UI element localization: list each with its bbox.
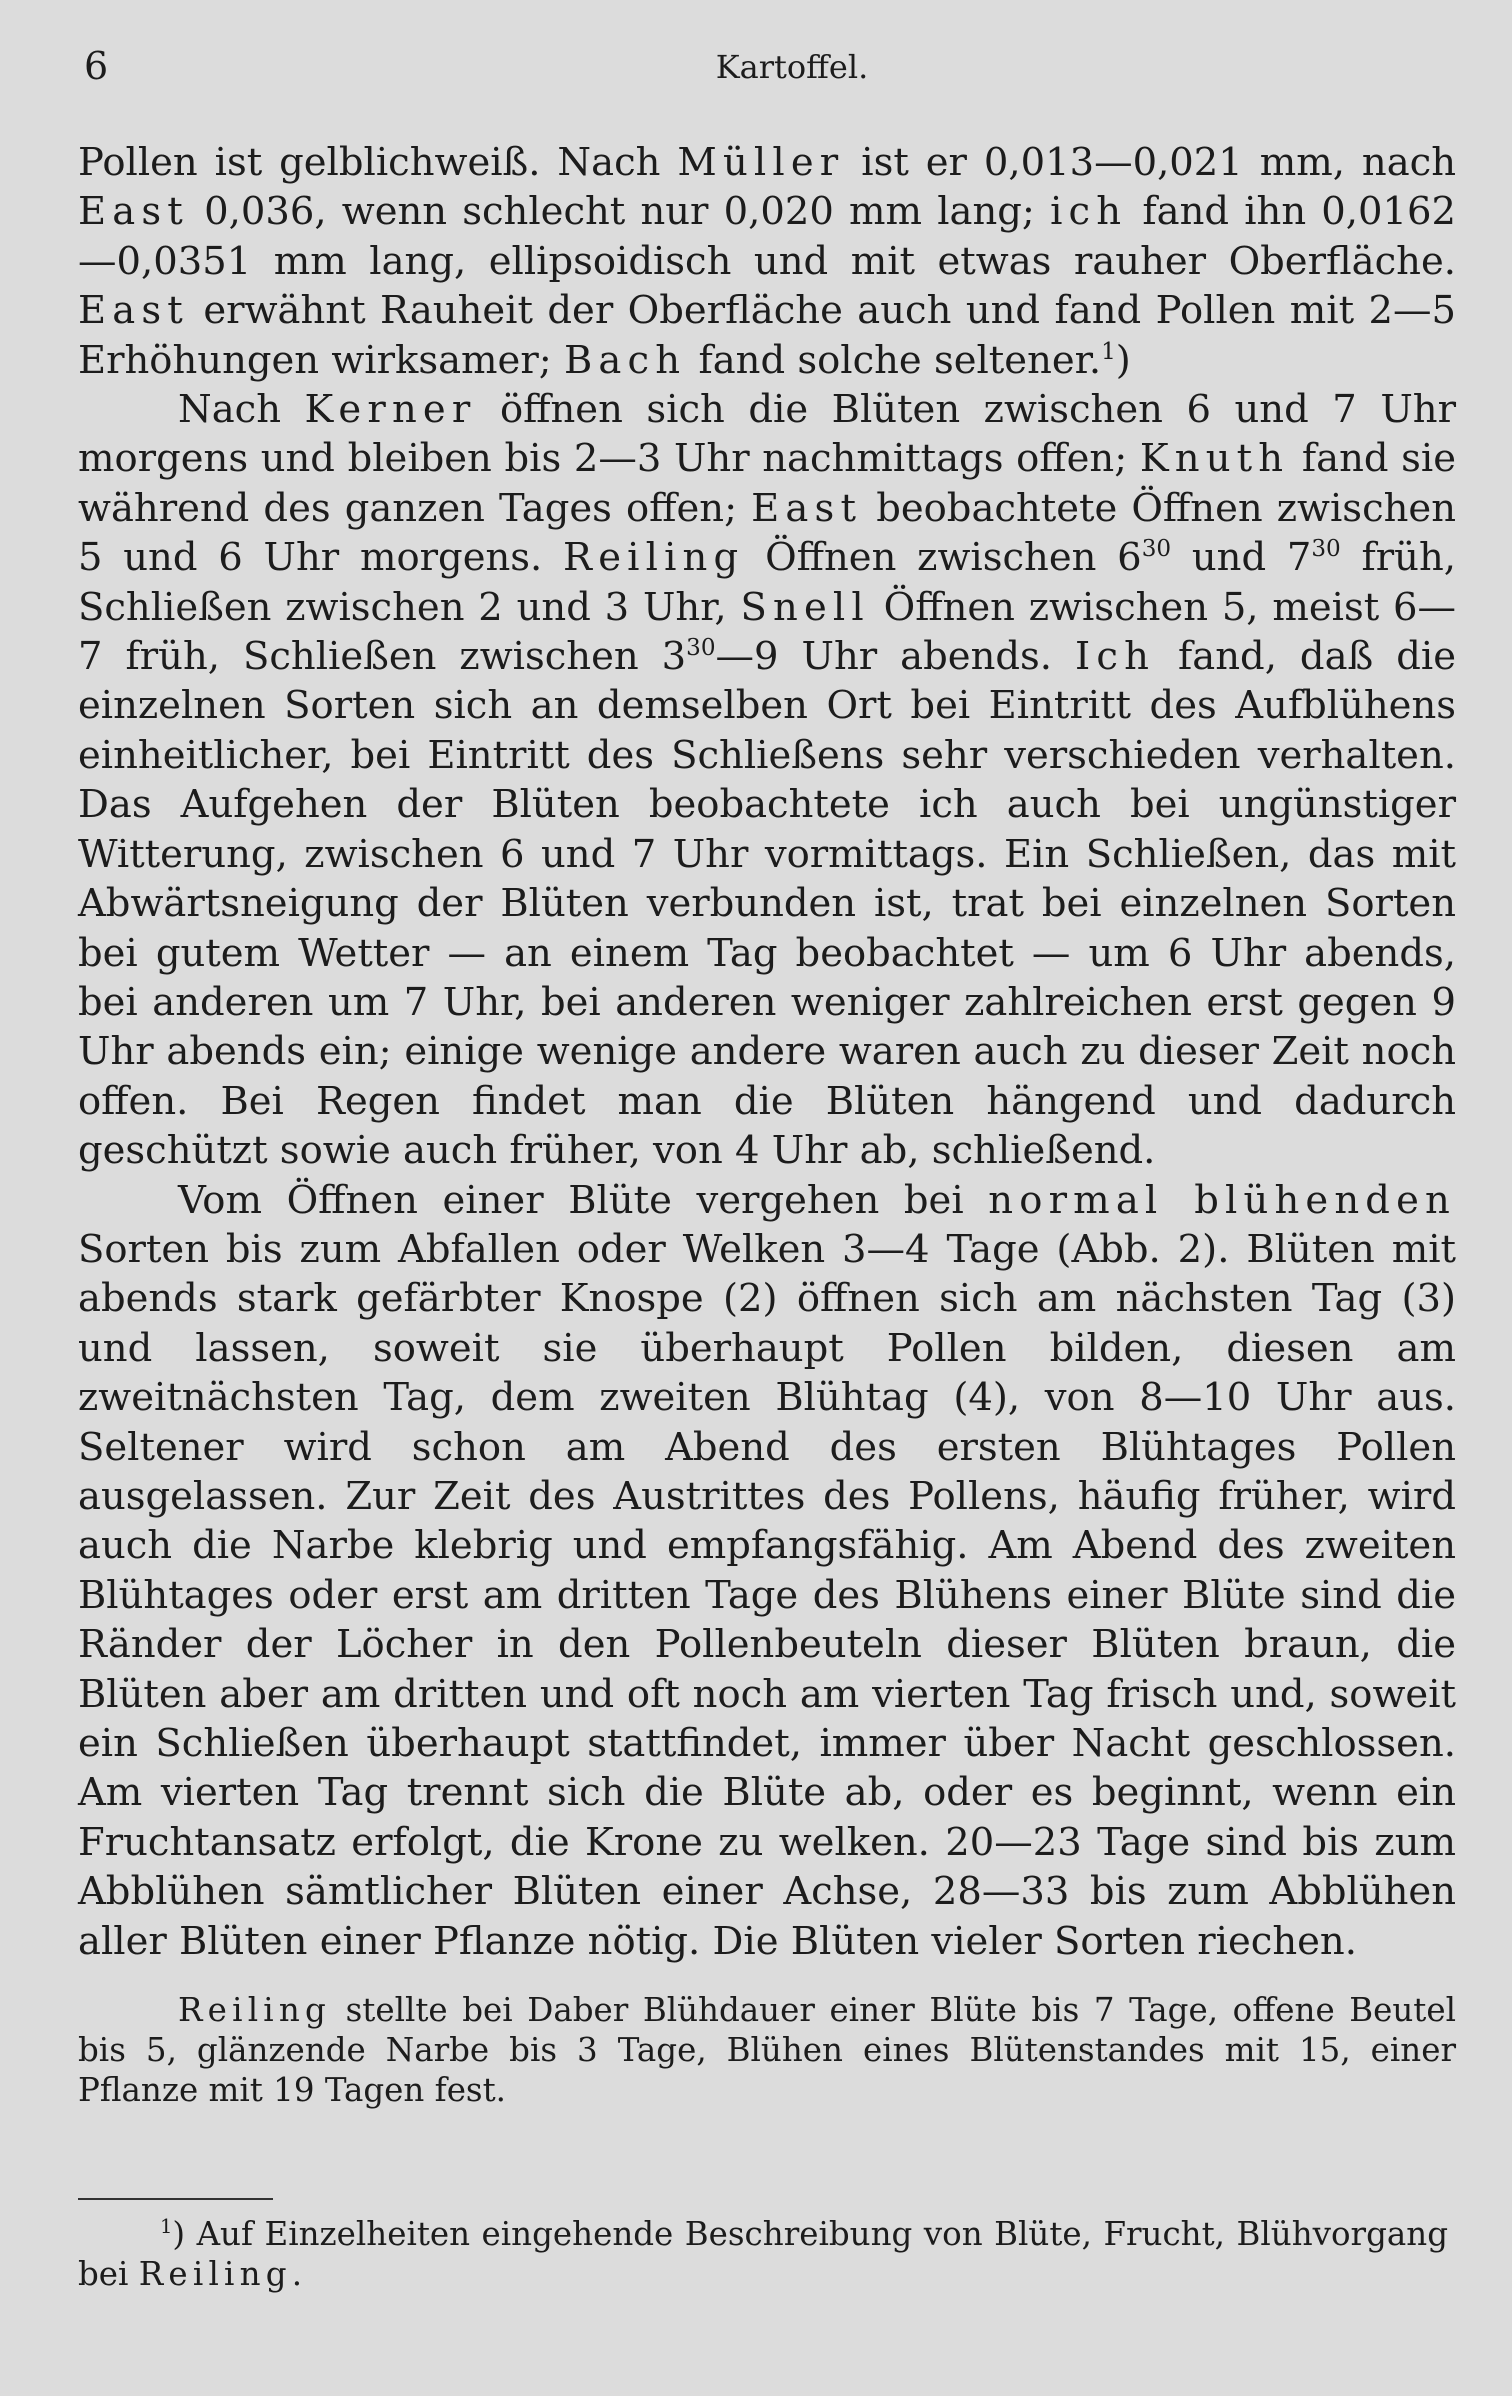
author-name: East <box>78 189 189 235</box>
emphasis: Ich <box>1075 634 1156 680</box>
body-text <box>78 138 1456 2110</box>
footnote-number: 1 <box>160 2215 173 2239</box>
emphasis: ich <box>1050 189 1128 235</box>
author-name: East <box>78 288 189 334</box>
author-name: Reiling <box>563 535 745 581</box>
paragraph-reiling-note: Reiling stellte bei Daber Blühdauer einer Blüte bis 7 Tage, offene Beutel bis 5, glänzende Narbe bis 3 Tage, Blühen eines Blütenstandes mit 15, einer Pflanze mit 19 Tagen fest. <box>78 1991 1456 2110</box>
author-name: Kerner <box>304 387 477 433</box>
author-name: Snell <box>740 584 870 630</box>
superscript-minutes: 30 <box>1311 536 1341 563</box>
author-name: Knuth <box>1139 436 1290 482</box>
emphasis: normal blühenden <box>988 1177 1456 1223</box>
author-name: East <box>751 485 863 531</box>
author-name: Bach <box>563 337 687 383</box>
author-name: Reiling <box>138 2255 292 2293</box>
paragraph-flowering-duration: Vom Öffnen einer Blüte vergehen bei normal blühenden Sorten bis zum Abfallen oder Welken 3—4 Tage (Abb. 2). Blüten mit abends stark gefärbter Knospe (2) öffnen sich am nächsten Tag (3) und lassen, soweit sie überhaupt Pollen bilden, diesen am zweitnächsten Tag, dem zweiten Blühtag (4), von 8—10 Uhr aus. Seltener wird schon am Abend des ersten Blühtages Pollen ausgelassen. Zur Zeit des Austrittes des Pollens, häufig früher, wird auch die Narbe klebrig und empfangsfähig. Am Abend des zweiten Blühtages oder erst am dritten Tage des Blühens einer Blüte sind die Ränder der Löcher in den Pollenbeuteln dieser Blüten braun, die Blüten aber am dritten und oft noch am vierten Tag frisch und, soweit ein Schließen überhaupt stattfindet, immer über Nacht geschlossen. Am vierten Tag trennt sich die Blüte ab, oder es beginnt, wenn ein Fruchtansatz erfolgt, die Krone zu welken. 20—23 Tage sind bis zum Abblühen sämtlicher Blüten einer Achse, 28—33 bis zum Abblühen aller Blüten einer Pflanze nötig. Die Blüten vieler Sorten riechen. <box>78 1177 1456 1964</box>
page-header <box>78 44 1446 94</box>
page-number: 6 <box>84 44 109 88</box>
superscript-minutes: 30 <box>1141 536 1172 563</box>
paragraph-opening-times: Nach Kerner öffnen sich die Blüten zwischen 6 und 7 Uhr morgens und bleiben bis 2—3 Uhr nachmittags offen; Knuth fand sie während des ganzen Tages offen; East beobachtete Öffnen zwischen 5 und 6 Uhr morgens. Reiling Öffnen zwischen $6^{30}$ und $7^{30}$ früh, Schließen zwischen 2 und 3 Uhr, Snell Öffnen zwischen 5, meist 6—7 früh, Schließen zwischen $3^{30}—9$ Uhr abends. Ich fand, daß die einzelnen Sorten sich an demselben Ort bei Eintritt des Aufblühens einheitlicher, bei Eintritt des Schließens sehr verschieden verhalten. Das Aufgehen der Blüten beobachtete ich auch bei ungünstiger Witterung, zwischen 6 und 7 Uhr vormittags. Ein Schließen, das mit Abwärtsneigung der Blüten verbunden ist, trat bei einzelnen Sorten bei gutem Wetter — an einem Tag beobachtet — um 6 Uhr abends, bei anderen um 7 Uhr, bei anderen weniger zahlreichen erst gegen 9 Uhr abends ein; einige wenige andere waren auch zu dieser Zeit noch offen. Bei Regen findet man die Blüten hängend und dadurch geschützt sowie auch früher, von 4 Uhr ab, schließend. <box>78 387 1457 1174</box>
footnote-marker: 1 <box>1101 338 1116 365</box>
footnote-rule <box>78 2198 273 2200</box>
paragraph-pollen: Pollen ist gelblichweiß. Nach Müller ist er 0,013—0,021 mm, nach East 0,036, wenn schlecht nur 0,020 mm lang; ich fand ihn 0,0162—0,0351 mm lang, ellipsoidisch und mit etwas rauher Oberfläche. East erwähnt Rauheit der Oberfläche auch und fand Pollen mit 2—5 Erhöhungen wirksamer; Bach fand solche seltener.$^1$) <box>78 140 1457 383</box>
running-head: Kartoffel. <box>715 48 869 86</box>
footnote: $^1$) Auf Einzelheiten eingehende Beschreibung von Blüte, Frucht, Blühvorgang bei Reiling. <box>78 2215 1448 2293</box>
author-name: Müller <box>677 140 845 185</box>
author-name: Reiling <box>178 1991 332 2030</box>
superscript-minutes: 30 <box>686 635 716 662</box>
